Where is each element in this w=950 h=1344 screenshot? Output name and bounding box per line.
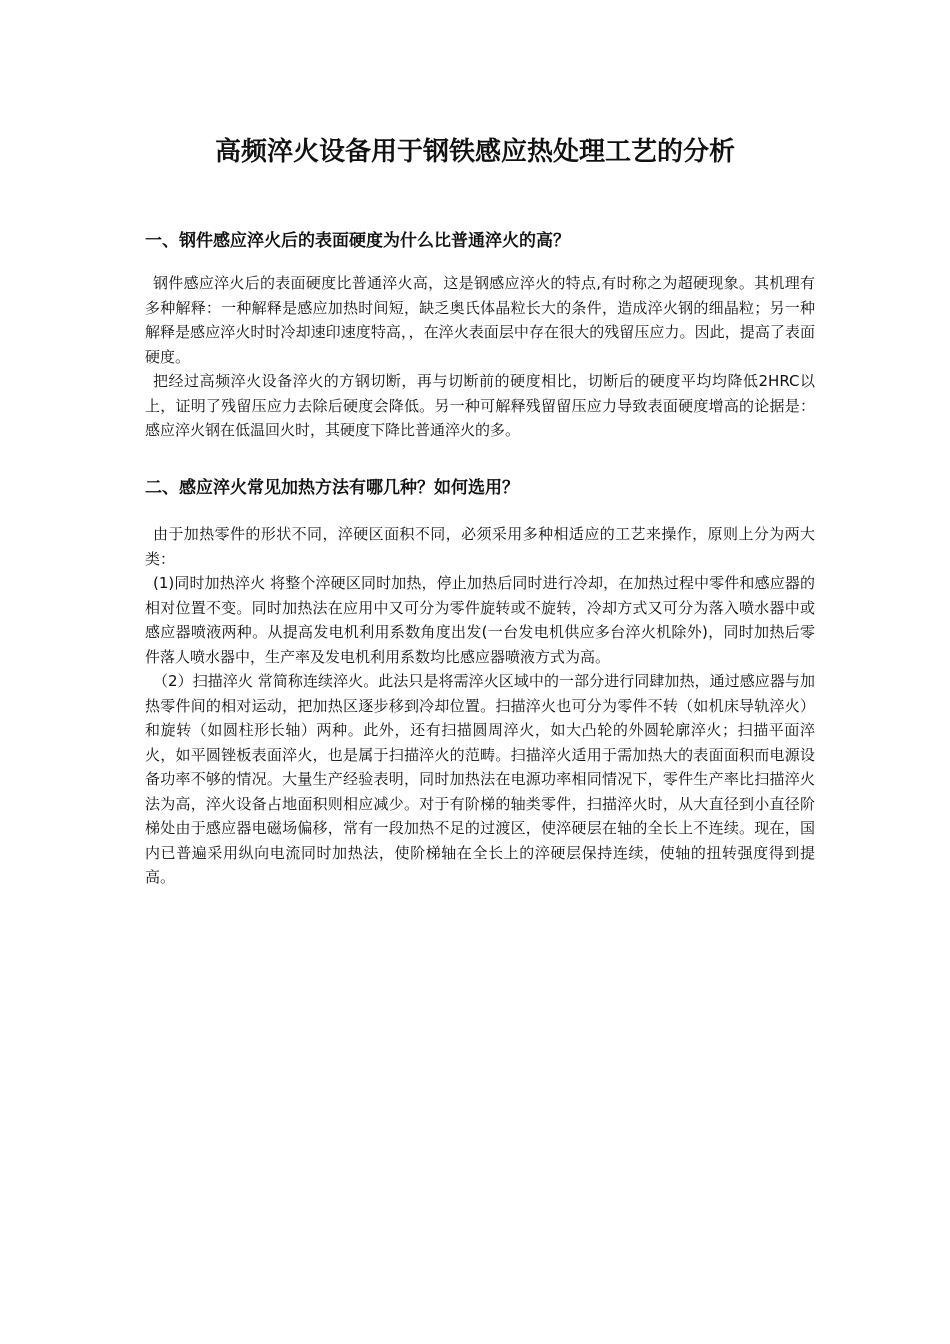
- section-2-heading: 二、感应淬火常见加热方法有哪几种？如何选用？: [145, 478, 519, 498]
- document-title: 高频淬火设备用于钢铁感应热处理工艺的分析: [214, 137, 735, 167]
- section-2-paragraph-2: (1)同时加热淬火 将整个淬硬区同时加热，停止加热后同时进行冷却，在加热过程中零件和感应器的相对位置不变。同时加热法在应用中又可分为零件旋转或不旋转，冷却方式又可分为落入喷水器中或感应器喷液两种。从提高发电机利用系数角度出发(一台发电机供应多台淬火机除外)，同时加热后零件落人喷水器中，生产率及发电机利用系数均比感应器喷液方式为高。: [145, 574, 815, 666]
- section-1-paragraph-2: 把经过高频淬火设备淬火的方钢切断，再与切断前的硬度相比，切断后的硬度平均均降低2HRC以上，证明了残留压应力去除后硬度会降低。另一种可解释残留留压应力导致表面硬度增高的论据是：感应淬火钢在低温回火时，其硬度下降比普通淬火的多。: [145, 372, 815, 439]
- section-1-heading: 一、钢件感应淬火后的表面硬度为什么比普通淬火的高？: [145, 231, 570, 251]
- section-2-body: [145, 522, 815, 890]
- section-1-paragraph-1: 钢件感应淬火后的表面硬度比普通淬火高，这是钢感应淬火的特点,有时称之为超硬现象。其机理有多种解释：一种解释是感应加热时间短，缺乏奥氏体晶粒长大的条件，造成淬火钢的细晶粒；另一种解释是感应淬火时时冷却速印速度特高，，在淬火表面层中存在很大的残留压应力。因此，提高了表面硬度。: [145, 274, 815, 366]
- section-1-body: [145, 271, 815, 443]
- section-2-paragraph-1: 由于加热零件的形状不同，淬硬区面积不同，必须采用多种相适应的工艺来操作，原则上分为两大类：: [145, 525, 815, 568]
- section-2-paragraph-3: （2）扫描淬火 常简称连续淬火。此法只是将需淬火区域中的一部分进行同肆加热，通过感应器与加热零件间的相对运动，把加热区逐步移到冷却位置。扫描淬火也可分为零件不转（如机床导轨淬火）和旋转（如圆柱形长轴）两种。此外，还有扫描圆周淬火，如大凸轮的外圆轮廓淬火；扫描平面淬火，如平圆锉板表面淬火，也是属于扫描淬火的范畴。扫描淬火适用于需加热大的表面面积而电源设备功率不够的情况。大量生产经验表明，同时加热法在电源功率相同情况下，零件生产率比扫描淬火法为高，淬火设备占地面积则相应减少。对于有阶梯的轴类零件，扫描淬火时，从大直径到小直径阶梯处由于感应器电磁场偏移，常有一段加热不足的过渡区，使淬硬层在轴的全长上不连续。现在，国内已普遍采用纵向电流同时加热法，使阶梯轴在全长上的淬硬层保持连续，使轴的扭转强度得到提高。: [145, 672, 815, 886]
